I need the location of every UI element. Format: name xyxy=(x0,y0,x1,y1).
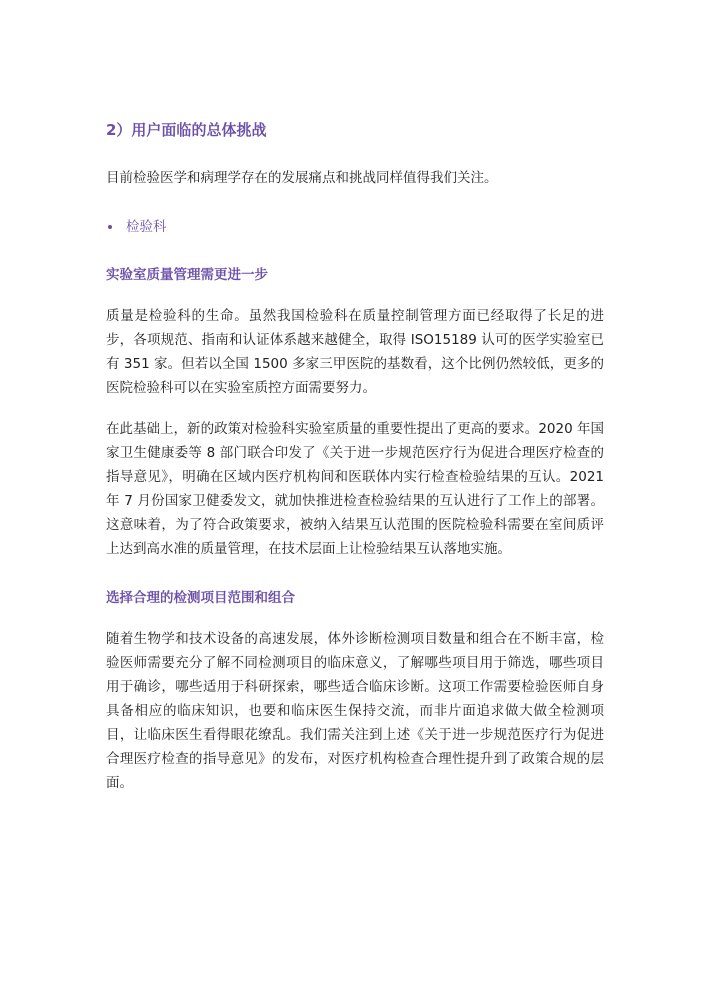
subheading-test-selection: 选择合理的检测项目范围和组合 xyxy=(106,590,295,606)
bullet-dot-icon xyxy=(108,225,112,229)
subheading-quality-management: 实验室质量管理需更进一步 xyxy=(106,267,268,283)
paragraph-test-selection-1: 随着生物学和技术设备的高速发展，体外诊断检测项目数量和组合在不断丰富，检验医师需要充分了解不同检测项目的临床意义，了解哪些项目用于筛选，哪些项目用于确诊，哪些适用于科研探索，哪些适合临床诊断。这项工作需要检验医师自身具备相应的临床知识，也要和临床医生保持交流，而非片面追求做大做全检测项目，让临床医生看得眼花缭乱。我们需关注到上述《关于进一步规范医疗行为促进合理医疗检查的指导意见》的发布，对医疗机构检查合理性提升到了政策合规的层面。 xyxy=(106,631,604,791)
paragraph-quality-2: 在此基础上，新的政策对检验科实验室质量的重要性提出了更高的要求。2020 年国家卫生健康委等 8 部门联合印发了《关于进一步规范医疗行为促进合理医疗检查的指导意见》，明确在区域内医疗机构间和医联体内实行检查检验结果的互认。2021 年 7 月份国家卫健委发文，就加快推进检查检验结果的互认进行了工作上的部署。这意味着，为了符合政策要求，被纳入结果互认范围的医院检验科需要在室间质评上达到高水准的质量管理，在技术层面上让检验结果互认落地实施。 xyxy=(106,421,604,557)
bullet-label: 检验科 xyxy=(126,219,167,235)
section-title: 2）用户面临的总体挑战 xyxy=(106,121,267,139)
bullet-item-lab xyxy=(106,215,604,239)
paragraph-quality-1: 质量是检验科的生命。虽然我国检验科在质量控制管理方面已经取得了长足的进步，各项规范、指南和认证体系越来越健全，取得 ISO15189 认可的医学实验室已有 351 家。但若以全国 1500 多家三甲医院的基数看，这个比例仍然较低，更多的医院检验科可以在实验室质控方面需要努力。 xyxy=(106,308,604,396)
intro-paragraph: 目前检验医学和病理学存在的发展痛点和挑战同样值得我们关注。 xyxy=(106,170,498,186)
